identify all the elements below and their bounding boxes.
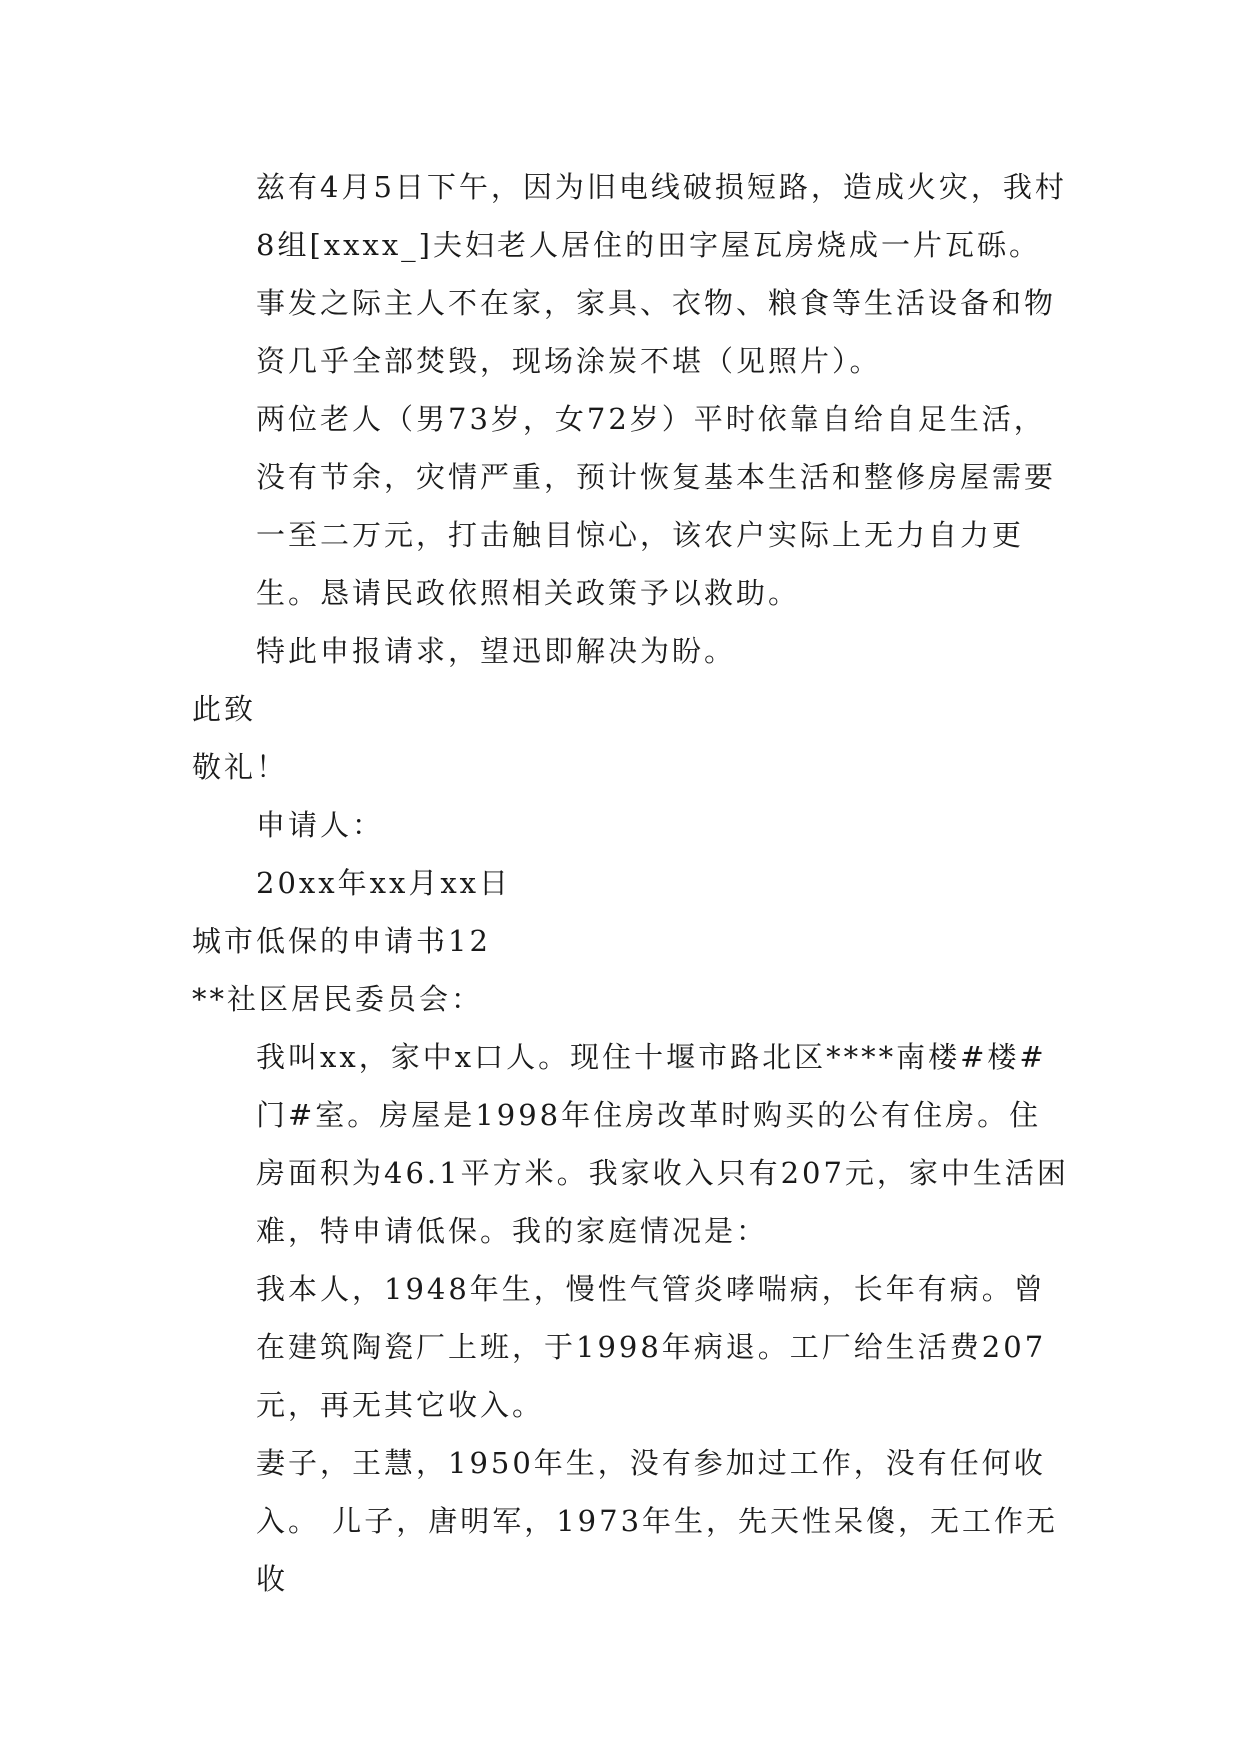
applicant-label: 申请人：: [256, 808, 385, 842]
addressee: **社区居民委员会：: [192, 982, 484, 1016]
paragraph-fire-incident: 兹有4月5日下午，因为旧电线破损短路，造成火灾，我村8组[xxxx_]夫妇老人居住的田字屋瓦房烧成一片瓦砾。事发之际主人不在家，家具、衣物、粮食等生活设备和物资几乎全部焚毁，现场涂炭不堪（见照片）。: [256, 170, 1067, 378]
paragraph-household-info: 我叫xx，家中x口人。现住十堰市路北区****南楼#楼#门#室。房屋是1998年住房改革时购买的公有住房。住房面积为46.1平方米。我家收入只有207元，家中生活困难，特申请低保。我的家庭情况是：: [256, 1040, 1069, 1248]
closing-regards: 敬礼！: [192, 750, 289, 784]
closing-salutation: 此致: [192, 692, 257, 726]
paragraph-family-members: 妻子，王慧，1950年生，没有参加过工作，没有任何收入。 儿子，唐明军，1973年生，先天性呆傻，无工作无收: [256, 1446, 1059, 1596]
section-heading: 城市低保的申请书12: [192, 924, 491, 958]
document-body: [192, 158, 1072, 1608]
paragraph-elderly-situation: 两位老人（男73岁，女72岁）平时依靠自给自足生活，没有节余，灾情严重，预计恢复基本生活和整修房屋需要一至二万元，打击触目惊心，该农户实际上无力自力更生。恳请民政依照相关政策予以救助。: [256, 402, 1057, 610]
paragraph-applicant-self: 我本人，1948年生，慢性气管炎哮喘病，长年有病。曾在建筑陶瓷厂上班，于1998年病退。工厂给生活费207元，再无其它收入。: [256, 1272, 1047, 1422]
paragraph-request: 特此申报请求，望迅即解决为盼。: [256, 634, 737, 668]
application-date: 20xx年xx月xx日: [256, 866, 512, 900]
